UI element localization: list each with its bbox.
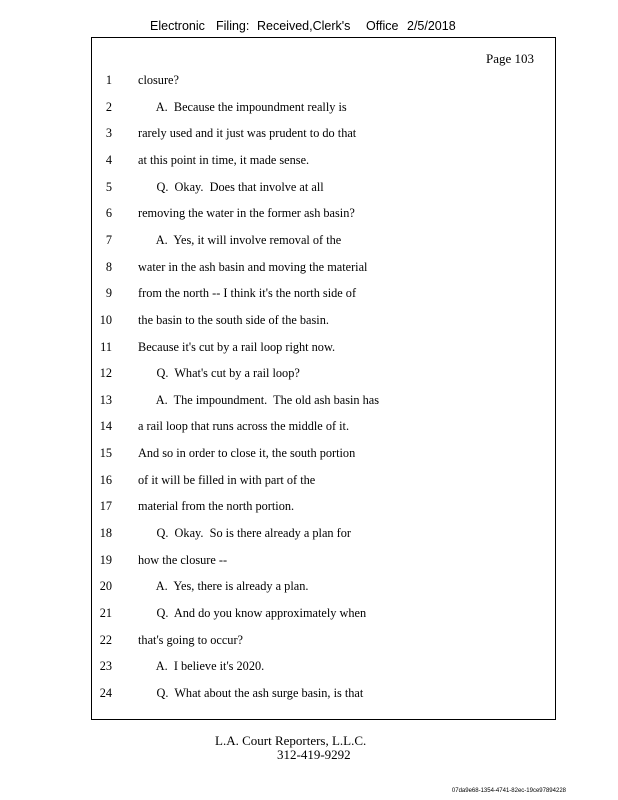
- transcript-line: [92, 444, 557, 462]
- reporter-company: L.A. Court Reporters, L.L.C.: [215, 733, 367, 748]
- header-word-office: Office: [366, 19, 399, 33]
- line-number: 7: [105, 232, 112, 247]
- transcript-line: [92, 258, 557, 276]
- line-number: 6: [105, 206, 112, 221]
- transcript-line: [92, 71, 557, 89]
- line-number: 9: [105, 286, 112, 301]
- transcript-line: [92, 364, 557, 382]
- line-text: of it will be filled in with part of the: [138, 472, 316, 487]
- line-text: Because it's cut by a rail loop right now.: [138, 339, 336, 354]
- line-number: 10: [99, 312, 112, 327]
- transcript-line: [92, 338, 557, 356]
- line-number: 20: [99, 579, 112, 594]
- line-text: material from the north portion.: [138, 499, 295, 514]
- transcript-line: [92, 631, 557, 649]
- line-text: Q. What about the ash surge basin, is that: [138, 685, 364, 700]
- line-number: 12: [99, 366, 112, 381]
- transcript-line: [92, 657, 557, 675]
- line-text: And so in order to close it, the south portion: [138, 446, 356, 461]
- line-number: 4: [105, 152, 112, 167]
- line-text: A. The impoundment. The old ash basin has: [138, 392, 380, 407]
- header-word-electronic: Electronic: [150, 19, 205, 33]
- line-text: rarely used and it just was prudent to do that: [138, 126, 357, 141]
- line-text: Q. Okay. Does that involve at all: [138, 179, 324, 194]
- header-word-filing: Filing:: [216, 19, 250, 33]
- transcript-line: [92, 684, 557, 702]
- line-number: 8: [105, 259, 112, 274]
- line-number: 22: [99, 632, 112, 647]
- line-text: Q. And do you know approximately when: [138, 606, 367, 620]
- line-number: 19: [99, 552, 112, 567]
- document-hash: 07da9e68-1354-4741-82ec-19ce97894228: [451, 788, 566, 794]
- line-text: closure?: [138, 73, 179, 87]
- line-text: Q. What's cut by a rail loop?: [138, 366, 300, 381]
- line-number: 24: [99, 685, 112, 700]
- line-number: 11: [100, 339, 112, 354]
- line-text: a rail loop that runs across the middle of it.: [138, 419, 350, 434]
- header-word-date: 2/5/2018: [407, 19, 456, 33]
- line-number: 2: [105, 99, 112, 114]
- line-text: that's going to occur?: [138, 632, 244, 647]
- transcript-line: [92, 284, 557, 302]
- transcript-line: [92, 151, 557, 169]
- line-text: the basin to the south side of the basin.: [138, 312, 329, 327]
- transcript-line: [92, 98, 557, 116]
- line-text: at this point in time, it made sense.: [138, 152, 310, 167]
- line-number: 18: [99, 526, 112, 541]
- line-text: A. Yes, there is already a plan.: [138, 579, 309, 594]
- line-number: 21: [99, 606, 112, 620]
- line-text: water in the ash basin and moving the material: [138, 259, 368, 274]
- line-number: 3: [105, 126, 112, 141]
- line-text: how the closure --: [138, 552, 228, 567]
- transcript-page-frame: [91, 37, 556, 720]
- transcript-line: [92, 124, 557, 142]
- transcript-line: [92, 497, 557, 515]
- reporter-phone: 312-419-9292: [277, 747, 351, 762]
- transcript-line: [92, 471, 557, 489]
- transcript-line: [92, 577, 557, 595]
- line-text: A. I believe it's 2020.: [138, 659, 265, 674]
- line-number: 5: [105, 179, 112, 194]
- line-number: 17: [99, 499, 112, 514]
- page-number: Page 103: [485, 51, 534, 66]
- line-text: Q. Okay. So is there already a plan for: [138, 526, 351, 541]
- transcript-line: [92, 524, 557, 542]
- header-word-received: Received,Clerk's: [257, 19, 351, 33]
- transcript-line: [92, 391, 557, 409]
- transcript-line: [92, 178, 557, 196]
- line-number: 13: [99, 392, 112, 407]
- transcript-line: [92, 204, 557, 222]
- line-text: from the north -- I think it's the north side of: [138, 286, 357, 301]
- line-text: removing the water in the former ash basin?: [138, 206, 355, 221]
- transcript-line: [92, 417, 557, 435]
- transcript-line: [92, 551, 557, 569]
- line-number: 23: [99, 659, 112, 674]
- electronic-filing-header: [0, 19, 618, 37]
- line-text: A. Yes, it will involve removal of the: [138, 232, 342, 247]
- line-number: 16: [99, 472, 112, 487]
- line-text: A. Because the impoundment really is: [138, 99, 347, 114]
- line-number: 15: [99, 446, 112, 461]
- transcript-line: [92, 311, 557, 329]
- transcript-line: [92, 604, 557, 622]
- line-number: 1: [105, 73, 112, 87]
- transcript-line: [92, 231, 557, 249]
- line-number: 14: [99, 419, 112, 434]
